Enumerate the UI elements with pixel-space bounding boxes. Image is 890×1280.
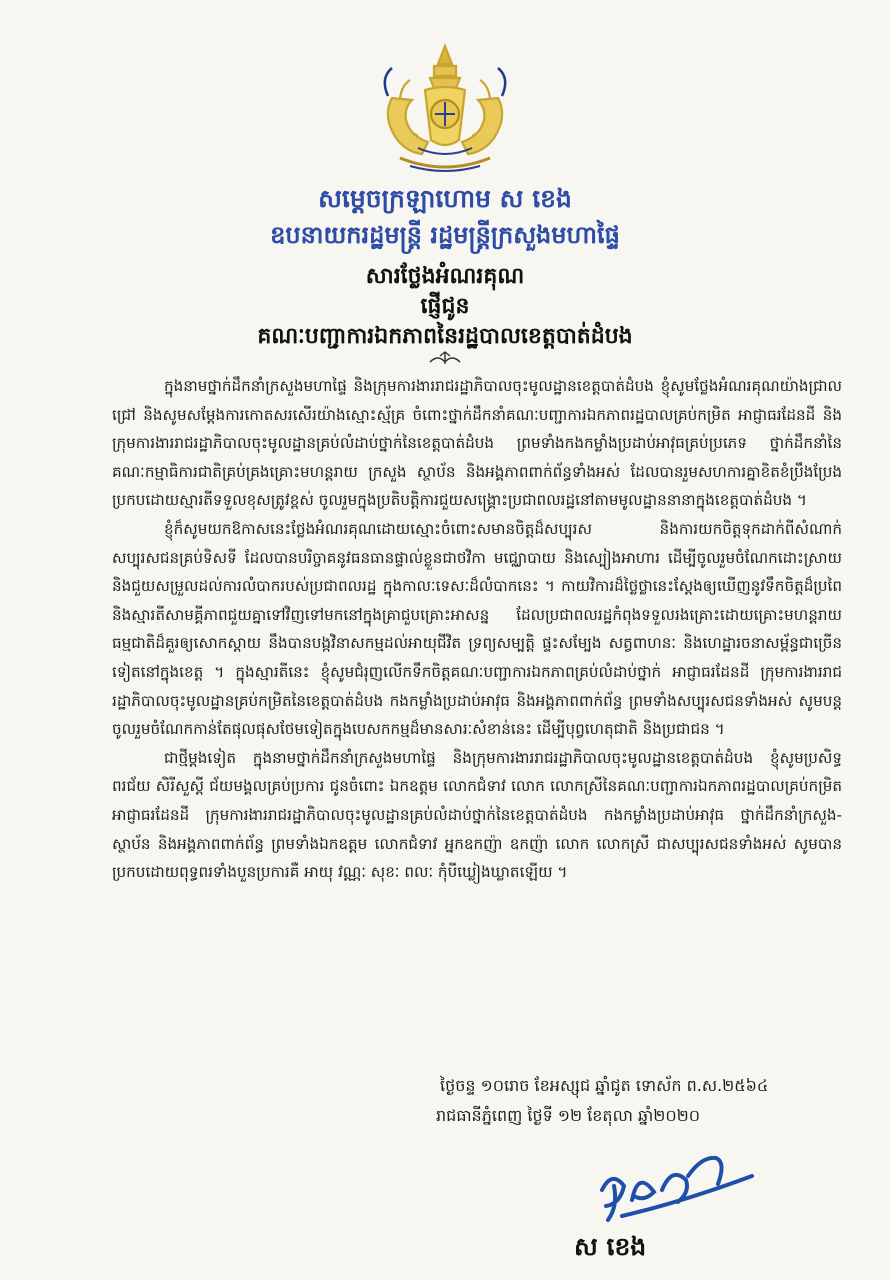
name-title: សម្តេចក្រឡាហោម ស ខេង	[318, 184, 572, 213]
divider-ornament-icon	[428, 350, 462, 368]
to-label: ផ្ញើជូន	[420, 294, 470, 319]
body-paragraph-1: ក្នុងនាមថ្នាក់ដឹកនាំក្រសួងមហាផ្ទៃ និងក្រុមការងាររាជរដ្ឋាភិបាលចុះមូលដ្ឋានខេត្តបាត់ដំបង ខ្ញុំសូមថ្លែងអំណរគុណយ៉ាងជ្រាលជ្រៅ និងសូមសម្តែងការកោតសរសើរយ៉ាងស្មោះស្ម័គ្រ ចំពោះថ្នាក់ដឹកនាំគណៈបញ្ជាការឯកភាពរដ្ឋបាលគ្រប់កម្រិត អាជ្ញាធរដែនដី និងក្រុមការងាររាជរដ្ឋាភិបាលចុះមូលដ្ឋានគ្រប់លំដាប់ថ្នាក់នៃខេត្តបាត់ដំបង ព្រមទាំងកងកម្លាំងប្រដាប់អាវុធគ្រប់ប្រភេទ ថ្នាក់ដឹកនាំនៃគណៈកម្មាធិការជាតិគ្រប់គ្រងគ្រោះមហន្តរាយ ក្រសួង ស្ថាប័ន និងអង្គភាពពាក់ព័ន្ធទាំងអស់ ដែលបានរួមសហការគ្នាខិតខំប្រឹងប្រែងប្រកបដោយស្មារតីទទួលខុសត្រូវខ្ពស់ ចូលរួមក្នុងប្រតិបត្តិការជួយសង្គ្រោះប្រជាពលរដ្ឋនៅតាមមូលដ្ឋាននានាក្នុងខេត្តបាត់ដំបង ។	[112, 377, 842, 510]
lunar-date: ថ្ងៃចន្ទ ១០រោច ខែអស្សុជ ឆ្នាំជូត ទោស័ក ព.ស.២៥៦៤	[440, 1076, 769, 1095]
body-paragraph-3: ជាថ្មីម្តងទៀត ក្នុងនាមថ្នាក់ដឹកនាំក្រសួងមហាផ្ទៃ និងក្រុមការងាររាជរដ្ឋាភិបាលចុះមូលដ្ឋានខេត្តបាត់ដំបង ខ្ញុំសូមប្រសិទ្ធពរជ័យ សិរីសួស្តី ជ័យមង្គលគ្រប់ប្រការ ជូនចំពោះ ឯកឧត្តម លោកជំទាវ លោក លោកស្រីនៃគណៈបញ្ជាការឯកភាពរដ្ឋបាលគ្រប់កម្រិត អាជ្ញាធរដែនដី ក្រុមការងាររាជរដ្ឋាភិបាលចុះមូលដ្ឋានគ្រប់លំដាប់ថ្នាក់នៃខេត្តបាត់ដំបង កងកម្លាំងប្រដាប់អាវុធ ថ្នាក់ដឹកនាំក្រសួង-ស្ថាប័ន និងអង្គភាពពាក់ព័ន្ធ ព្រមទាំងឯកឧត្តម លោកជំទាវ អ្នកឧកញ៉ា ឧកញ៉ា លោក លោកស្រី ជាសប្បុរសជនទាំងអស់ សូមបានប្រកបដោយពុទ្ធពរទាំងបួនប្រការគឺ អាយុ វណ្ណៈ សុខៈ ពលៈ កុំបីឃ្លៀងឃ្លាតឡើយ ។	[112, 748, 842, 882]
solar-date: រាជធានីភ្នំពេញ ថ្ងៃទី ១២ ខែតុលា ឆ្នាំ២០២០	[436, 1106, 701, 1125]
position-title: ឧបនាយករដ្ឋមន្ត្រី រដ្ឋមន្ត្រីក្រសួងមហាផ្ទៃ	[270, 221, 620, 249]
recipient: គណៈបញ្ជាការឯកភាពនៃរដ្ឋបាលខេត្តបាត់ដំបង	[257, 324, 633, 349]
handwritten-signature	[592, 1150, 762, 1225]
letter-body	[112, 372, 842, 887]
royal-coat-of-arms-emblem	[370, 40, 520, 180]
letter-title: សារថ្លែងអំណរគុណ	[365, 264, 525, 289]
body-paragraph-2: ខ្ញុំក៏សូមយកឱកាសនេះថ្លែងអំណរគុណដោយស្មោះចំពោះសមានចិត្តដ៏សប្បុរស និងការយកចិត្តទុកដាក់ពីសំណាក់សប្បុរសជនគ្រប់ទិសទី ដែលបានបរិច្ចាគនូវធនធានផ្ទាល់ខ្លួនជាថវិកា មជ្ឈោបាយ និងស្បៀងអាហារ ដើម្បីចូលរួមចំណែកដោះស្រាយ និងជួយសម្រួលដល់ការលំបាករបស់ប្រជាពលរដ្ឋ ក្នុងកាលៈទេសៈដ៏លំបាកនេះ ។ កាយវិការដ៏ថ្លៃថ្លានេះស្តែងឲ្យឃើញនូវទឹកចិត្តដ៏ប្រពៃ និងស្មារតីសាមគ្គីភាពជួយគ្នាទៅវិញទៅមកនៅក្នុងគ្រាជួបគ្រោះអាសន្ន ដែលប្រជាពលរដ្ឋកំពុងទទួលរងគ្រោះដោយគ្រោះមហន្តរាយធម្មជាតិដ៏គួរឲ្យសោកស្តាយ នឹងបានបង្កវិនាសកម្មដល់អាយុជីវិត ទ្រព្យសម្បត្តិ ផ្ទះសម្បែង សត្វពាហនៈ និងហេដ្ឋារចនាសម្ព័ន្ធជាច្រើនទៀតនៅក្នុងខេត្ត ។ ក្នុងស្មារតីនេះ ខ្ញុំសូមជំរុញលើកទឹកចិត្តគណៈបញ្ជាការឯកភាពគ្រប់លំដាប់ថ្នាក់ អាជ្ញាធរដែនដី ក្រុមការងាររាជរដ្ឋាភិបាលចុះមូលដ្ឋានគ្រប់កម្រិតនៃខេត្តបាត់ដំបង កងកម្លាំងប្រដាប់អាវុធ និងអង្គភាពពាក់ព័ន្ធ ព្រមទាំងសប្បុរសជនទាំងអស់ សូមបន្តចូលរួមចំណែកកាន់តែផុលផុសថែមទៀតក្នុងបេសកកម្មដ៏មានសារៈសំខាន់នេះ ដើម្បីបុព្វហេតុជាតិ និងប្រជាជន ។	[112, 519, 842, 739]
signer-name: ស ខេង	[574, 1232, 647, 1261]
